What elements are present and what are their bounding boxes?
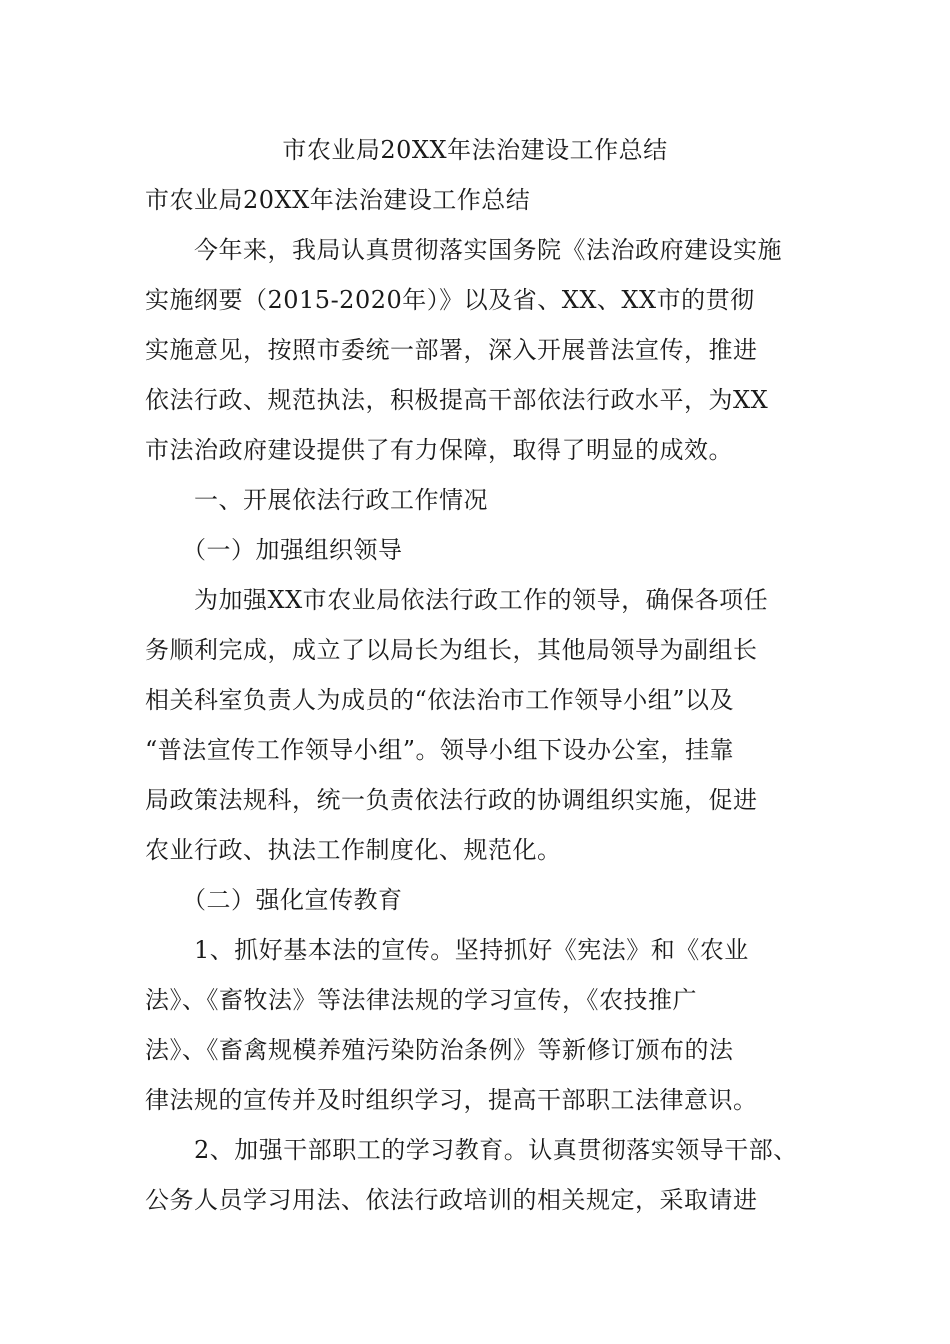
- section-heading: 一、开展依法行政工作情况: [145, 486, 488, 514]
- paragraph-line: 公务人员学习用法、依法行政培训的相关规定，采取请进: [145, 1186, 758, 1214]
- paragraph-line: “普法宣传工作领导小组”。领导小组下设办公室，挂靠: [145, 736, 735, 764]
- document-subtitle: 市农业局20XX年法治建设工作总结: [145, 186, 531, 214]
- paragraph-line: 实施意见，按照市委统一部署，深入开展普法宣传，推进: [145, 336, 758, 364]
- paragraph-line: 2、加强干部职工的学习教育。认真贯彻落实领导干部、: [145, 1136, 798, 1164]
- paragraph-line: 农业行政、执法工作制度化、规范化。: [145, 836, 562, 864]
- paragraph-line: 相关科室负责人为成员的“依法治市工作领导小组”以及: [145, 686, 735, 714]
- subsection-heading: （二）强化宣传教育: [145, 886, 403, 914]
- paragraph-line: 法》、《畜牧法》等法律法规的学习宣传，《农技推广: [145, 986, 697, 1014]
- paragraph-line: 1、抓好基本法的宣传。坚持抓好《宪法》和《农业: [145, 936, 749, 964]
- paragraph-line: 实施纲要（2015-2020年）》以及省、XX、XX市的贯彻: [145, 286, 755, 314]
- paragraph-line: 依法行政、规范执法，积极提高干部依法行政水平，为XX: [145, 386, 769, 414]
- paragraph-line: 法》、《畜禽规模养殖污染防治条例》等新修订颁布的法: [145, 1036, 734, 1064]
- paragraph-line: 局政策法规科，统一负责依法行政的协调组织实施，促进: [145, 786, 758, 814]
- paragraph-line: 务顺利完成，成立了以局长为组长，其他局领导为副组长: [145, 636, 758, 664]
- paragraph-line: 市法治政府建设提供了有力保障，取得了明显的成效。: [145, 436, 733, 464]
- document-title: 市农业局20XX年法治建设工作总结: [282, 136, 668, 164]
- paragraph-line: 为加强XX市农业局依法行政工作的领导，确保各项任: [145, 586, 769, 614]
- paragraph-line: 律法规的宣传并及时组织学习，提高干部职工法律意识。: [145, 1086, 758, 1114]
- subsection-heading: （一）加强组织领导: [145, 536, 403, 564]
- paragraph-line: 今年来，我局认真贯彻落实国务院《法治政府建设实施: [145, 236, 782, 264]
